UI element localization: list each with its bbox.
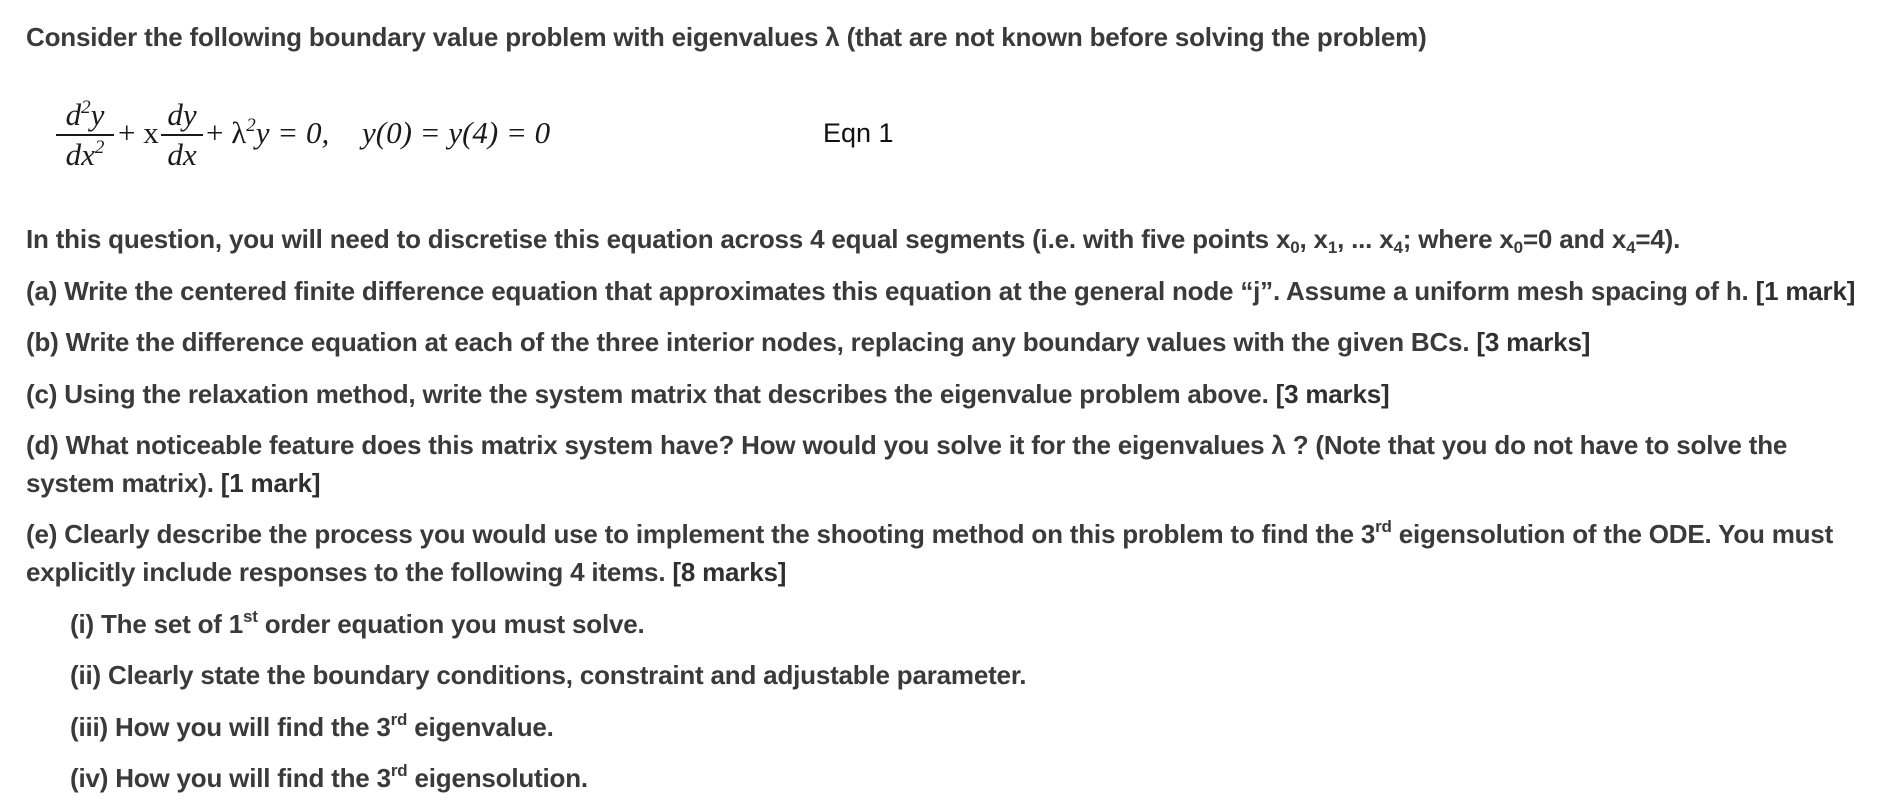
question-e-item-i: (i) The set of 1st order equation you must solve.	[70, 607, 645, 639]
question-a: (a) Write the centered finite difference equation that approximates this equation at the general node “j”. Assume a uniform mesh spacing of h. [1 mark]	[26, 276, 1856, 306]
question-e: (e) Clearly describe the process you would use to implement the shooting method on this problem to find the 3rd eigensolution of the ODE. You must explicitly include responses to the following 4 items. [8 marks]	[26, 517, 1834, 587]
question-b-marks: [3 marks]	[1476, 327, 1591, 357]
equation-label: Eqn 1	[823, 118, 894, 148]
question-e-item-iii: (iii) How you will find the 3rd eigenvalue.	[70, 710, 554, 742]
question-d-marks: [1 mark]	[220, 468, 321, 498]
second-derivative-fraction: $d^2y$ $dx^2$	[56, 98, 114, 172]
question-a-marks: [1 mark]	[1755, 276, 1856, 306]
question-d: (d) What noticeable feature does this matrix system have? How would you solve it for the eigenvalues λ ? (Note that you do not have to solve the system matrix). [1 mark]	[26, 430, 1788, 498]
discretise-text: In this question, you will need to discretise this equation across 4 equal segments (i.e. with five points $x_0$, $x_1$, ... $x_4$; where $x_0=0$ and $x_4=4$).	[26, 224, 1681, 257]
question-e-item-ii: (ii) Clearly state the boundary conditions, constraint and adjustable parameter.	[70, 660, 1027, 690]
question-c: (c) Using the relaxation method, write the system matrix that describes the eigenvalue problem above. [3 marks]	[26, 379, 1390, 409]
question-e-marks: [8 marks]	[672, 557, 787, 587]
question-c-marks: [3 marks]	[1275, 379, 1390, 409]
intro-text: Consider the following boundary value problem with eigenvalues λ (that are not known before solving the problem)	[26, 22, 1427, 52]
first-derivative-fraction: dy dx	[161, 98, 203, 172]
boundary-conditions: y(0) = y(4) = 0	[362, 115, 551, 150]
question-e-item-iv: (iv) How you will find the 3rd eigensolution.	[70, 761, 588, 793]
lambda-term: + $\lambda^2y = 0$,	[206, 115, 330, 150]
plus-x-term: + x	[118, 115, 159, 150]
question-b: (b) Write the difference equation at each of the three interior nodes, replacing any boundary values with the given BCs. [3 marks]	[26, 327, 1591, 357]
